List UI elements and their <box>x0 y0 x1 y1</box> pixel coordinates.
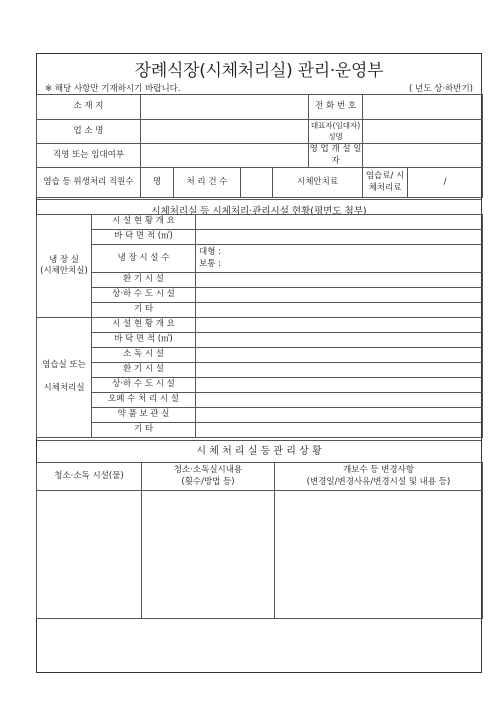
embalming-row-value[interactable] <box>196 423 483 438</box>
mortuary-row-value[interactable] <box>196 230 483 245</box>
operation-status-label: 직영 또는 임대여부 <box>37 144 141 168</box>
form-title: 장례식장(시체처리실) 관리·운영부 <box>134 61 384 81</box>
representative-value[interactable] <box>363 120 483 144</box>
business-name-value[interactable] <box>141 120 309 144</box>
mortuary-row-value[interactable] <box>196 288 483 303</box>
business-name-label: 업 소 명 <box>37 120 141 144</box>
mortuary-row-label: 시 설 현 황 개 요 <box>92 215 196 230</box>
size-large-label: 대형 : <box>199 247 221 258</box>
embalming-row-label: 시 설 현 황 개 요 <box>92 318 196 333</box>
mortuary-row-label: 환 기 시 설 <box>92 273 196 288</box>
mortuary-row-label: 냉 장 시 설 수 <box>92 245 196 273</box>
embalming-row-value[interactable] <box>196 378 483 393</box>
facilities-table <box>36 214 483 438</box>
mortuary-row-value[interactable] <box>196 303 483 318</box>
business-info-table <box>36 94 483 198</box>
embalming-row-label: 기 타 <box>92 423 196 438</box>
embalming-row-value[interactable] <box>196 408 483 423</box>
cold-storage-value[interactable] <box>196 245 483 273</box>
representative-label: 대표자(임대자)성명 <box>309 120 363 144</box>
mortuary-row-label: 기 타 <box>92 303 196 318</box>
management-table <box>36 462 483 619</box>
embalming-row-label: 오폐 수 처 리 시 설 <box>92 393 196 408</box>
staff-count-unit: 명 <box>141 168 174 198</box>
embalming-row-value[interactable] <box>196 348 483 363</box>
embalming-row-value[interactable] <box>196 393 483 408</box>
embalming-row-label: 약 품 보 관 실 <box>92 408 196 423</box>
cleaning-facility-value[interactable] <box>37 491 142 619</box>
mortuary-label-line2: (시체안치실) <box>40 266 88 276</box>
cleaning-facility-header: 청소·소독 시설(물) <box>37 463 142 491</box>
fee-value[interactable]: / <box>408 168 483 198</box>
staff-count-label: 염습 등 위생처리 직원수 <box>37 168 141 198</box>
mortuary-row-value[interactable] <box>196 273 483 288</box>
phone-label: 전 화 번 호 <box>309 95 363 120</box>
changes-line1: 개보수 등 변경사항 <box>342 465 415 476</box>
cases-value[interactable] <box>241 168 273 198</box>
embalming-row-value[interactable] <box>196 318 483 333</box>
open-date-value[interactable] <box>363 144 483 168</box>
embalming-label <box>37 318 92 438</box>
mortuary-row-value[interactable] <box>196 215 483 230</box>
embalming-row-label: 환 기 시 설 <box>92 363 196 378</box>
management-form <box>36 53 482 673</box>
phone-value[interactable] <box>363 95 483 120</box>
open-date-label: 영 업 개 설 일 자 <box>309 144 362 166</box>
embalming-label-line1: 염습실 또는 <box>42 360 86 371</box>
management-section-title: 시 체 처 리 실 등 관 리 상 황 <box>37 440 481 463</box>
period-note: ( 년도 상·하반기) <box>408 84 473 94</box>
changes-value[interactable] <box>275 491 483 619</box>
changes-header <box>275 463 483 491</box>
mortuary-label-line1: 냉 장 실 <box>48 254 80 265</box>
cleaning-details-value[interactable] <box>142 491 275 619</box>
operation-status-value[interactable] <box>141 144 309 168</box>
embalming-row-label: 상·하 수 도 시 설 <box>92 378 196 393</box>
mortuary-label <box>37 215 92 318</box>
embalming-row-label: 바 닥 면 적 (㎡) <box>92 333 196 348</box>
embalming-label-line2: 시체처리실 <box>43 383 85 394</box>
mortuary-row-label: 바 닥 면 적 (㎡) <box>92 230 196 245</box>
cleaning-details-line1: 청소·소독실시내용 <box>173 465 243 476</box>
location-label: 소 재 지 <box>37 95 141 120</box>
cleaning-details-line2: (횟수/방법 등) <box>181 476 235 487</box>
changes-line2: (변경일/변경사유/변경시설 및 내용 등) <box>306 476 451 487</box>
embalming-row-value[interactable] <box>196 363 483 378</box>
instruction-note: ※ 해당 사항만 기재하시기 바랍니다. <box>45 84 181 94</box>
embalming-row-value[interactable] <box>196 333 483 348</box>
location-value[interactable] <box>141 95 309 120</box>
corpse-fee-label: 시체안치료 <box>273 168 363 198</box>
mortuary-row-label: 상·하 수 도 시 설 <box>92 288 196 303</box>
cleaning-details-header <box>142 463 275 491</box>
embalming-row-label: 소 독 시 설 <box>92 348 196 363</box>
facilities-section-title: 시체처리실 등 시체처리·관리시설 현황(평면도 첨부) <box>37 199 481 223</box>
cases-label: 처 리 건 수 <box>174 168 241 198</box>
fee-label: 염습료/ 시체처리료 <box>363 168 408 198</box>
size-normal-label: 보통 : <box>199 258 221 269</box>
